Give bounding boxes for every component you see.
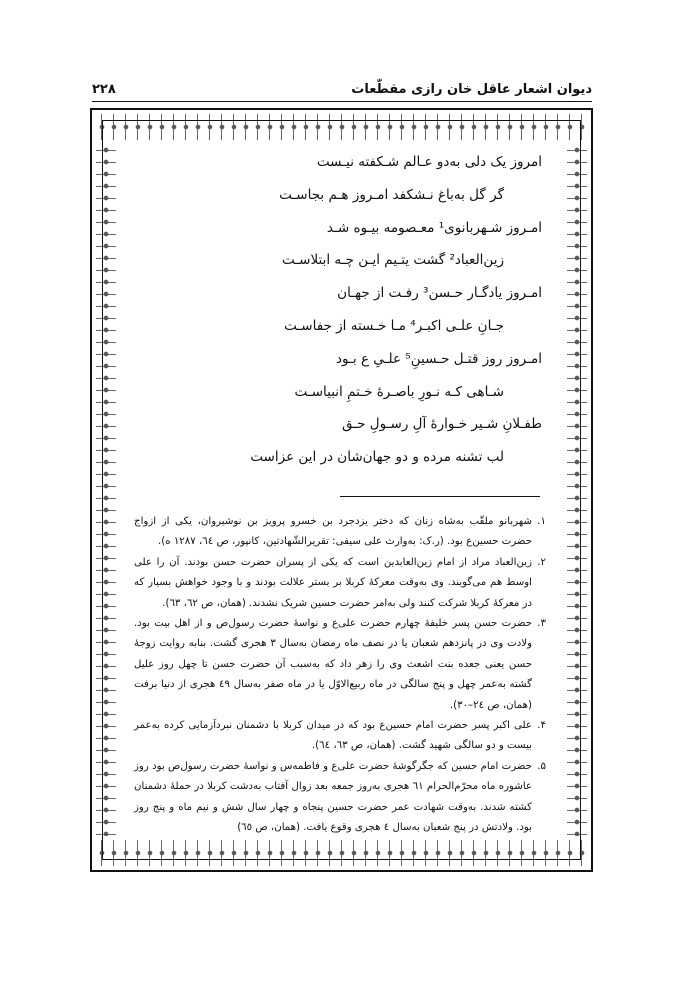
footnote-number: ۲. [537,556,546,568]
verse-line: امـروز روز قتـل حـسینِ⁵ علـیِ ع بـود [335,350,542,367]
verse-line: گر گل به‌باغ نـشکفد امـروز هـم بجاسـت [279,186,504,203]
footnote-text: حضرت امام حسین که جگرگوشهٔ حضرت علی‌ع و فاطمه‌س و نواسهٔ حضرت رسول‌ص بود روز عاشوره ماه محرّم‌الحرام ٦١ هجری به‌روز جمعه بعد زوال آفتاب به‌دشت کربلا در حملهٔ دشمنان کشته شدند. به‌وقت شهادت عمر حضرت حسین پنجاه و چهار سال شش و نیم ماه و پنج روز بود. ولادتش در پنج شعبان به‌سال ٤ هجری وقوع یافت. (همان، ص ٦٥) [134,760,533,834]
footnote-separator [340,496,540,497]
footnote-number: ۳. [537,618,546,630]
verse-line: امـروز شـهربانوی¹ معـصومه بیـوه شـد [326,219,542,236]
footnote-text: حضرت حسن پسر خلیفهٔ چهارم حضرت علی‌ع و نواسهٔ حضرت رسول‌ص و از اهل بیت بود. ولادت وی در پانزدهم شعبان یا در نصف ماه رمضان به‌سال ۳ هجری گشت. بنابه روایت زوجهٔ حسن یعنی جعده بنت اشعث وی را زهر داد که به‌سبب آن حضرت حسن تا چهل روز علیل گشته به‌عمر چهل و پنج سالگی در ماه ربیع‌الاوّل یا در ماه صفر به‌سال ٤۹ هجری از دنیا برفت (همان، ص ٢٤–٣٠). [134,618,532,711]
footnote-text: زین‌العباد مراد از امام زین‌العابدین است که یکی از پسران حضرت حسن بودند. آن را علی اوسط هم می‌گویند. وی به‌وقت معرکهٔ کربلا بر بستر علالت بودند و با وجود خواهش بسیار که در معرکهٔ کربلا شرکت کنند ولی به‌امر حضرت حسین شریک نشدند. (همان، ص ٦٢، ٦٣). [134,556,532,609]
footnote [134,757,546,839]
header-rule [92,101,592,102]
footnote-text: شهربانو ملقّب به‌شاه زنان که دختر یزدجرد بن خسرو پرویز بن نوشیروان، یکی از ازواج حضرت حسین‌ع بود. (ر.ک: به‌وارث علی سیفی: تقریرالشّهادتین، کانپور، ص ٦٤، ۱۲۸۷ ه). [134,516,532,548]
footnote-number: ۴. [537,720,546,732]
page-number: ۲۲۸ [92,81,116,97]
footnote-number: ۵. [537,760,546,772]
verse-line: لب تشنه مرده و دو جهان‌شان در این عزاست [250,449,504,466]
footnote [134,512,546,553]
footnote [134,614,546,716]
verse-line: شـاهی کـه نـورِ باصـرهٔ خـتمِ انبیاسـت [294,383,504,400]
footnote-number: ۱. [537,516,546,527]
verse-line: امروز یک دلی به‌دو عـالم شـکفته نیـست [316,154,542,170]
verse-line: طفـلانِ شـیر خـوارهٔ آلِ رسـولِ حـق [341,416,542,433]
book-title: دیوان اشعار عاقل خان رازی مقطّعات [351,81,592,97]
running-header [92,78,592,100]
verse-line: جـانِ علـی اکبـر⁴ مـا خـسته از جفاسـت [284,317,504,334]
footnotes [134,512,546,839]
verse-line: امـروز یادگـار حـسن³ رفـت از جهـان [337,285,542,302]
verse-line: زین‌العباد² گشت یتـیم ایـن چـه ابتلاسـت [281,252,504,269]
footnote [134,716,546,757]
footnote [134,553,546,614]
footnote-text: علی اکبر پسر حضرت امام حسین‌ع بود که در میدان کربلا با دشمنان نبردآزمایی کرده به‌عمر بیست و دو سالگی شهید گشت. (همان، ص ٦٣، ٦٤). [134,720,532,752]
poem [140,148,542,476]
